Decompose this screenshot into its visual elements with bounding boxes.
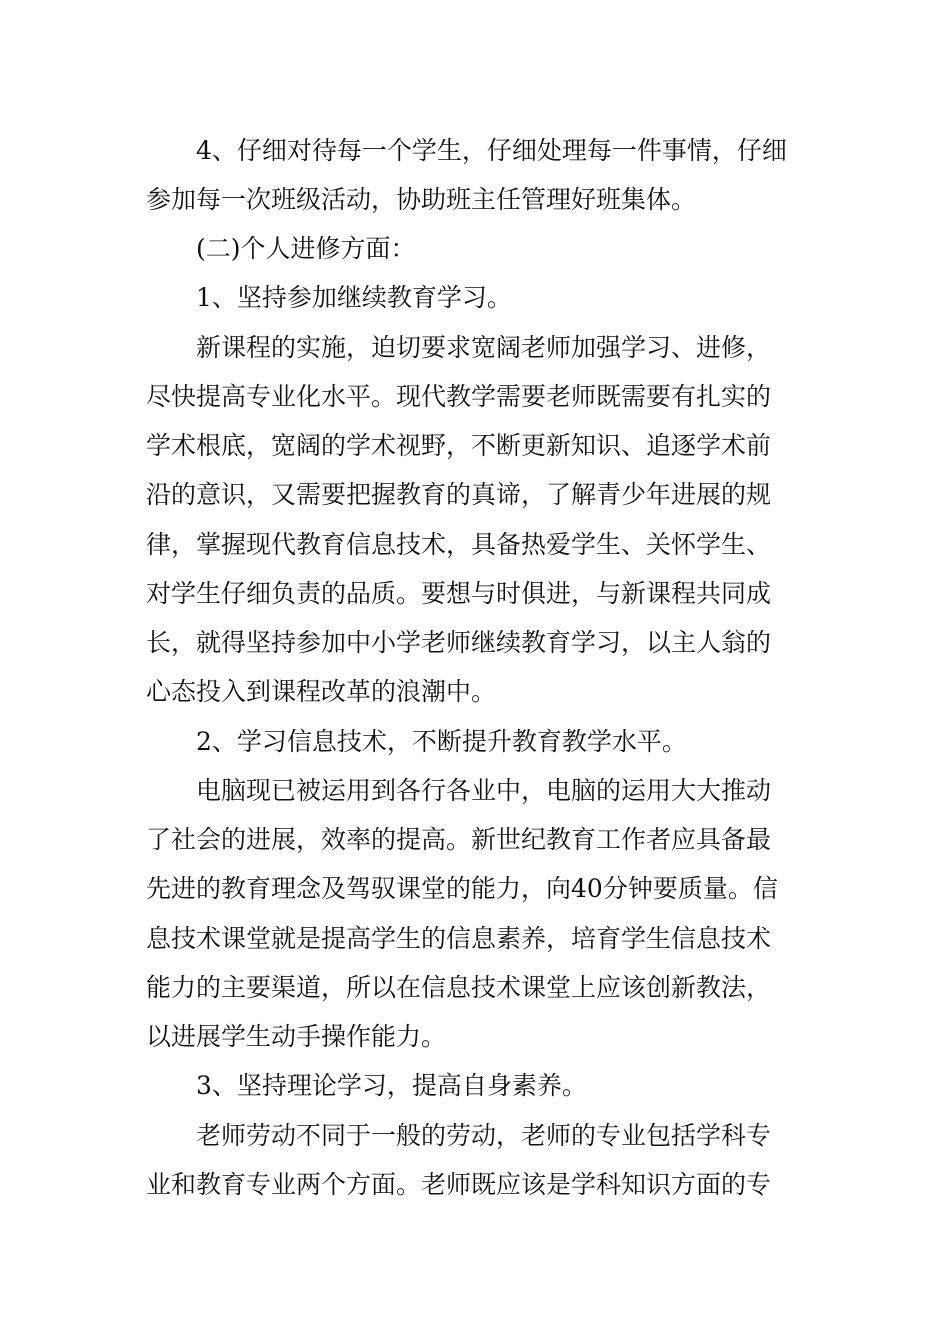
- paragraph-line: 参加每一次班级活动，协助班主任管理好班集体。: [146, 185, 697, 214]
- subsection-heading: 1、坚持参加继续教育学习。: [196, 283, 512, 312]
- paragraph-line: 沿的意识，又需要把握教育的真谛，了解青少年进展的规: [146, 480, 772, 509]
- paragraph-line: 息技术课堂就是提高学生的信息素养，培育学生信息技术: [146, 924, 772, 953]
- paragraph-line: 学术根底，宽阔的学术视野，不断更新知识、追逐学术前: [146, 431, 772, 460]
- paragraph-line: 律，掌握现代教育信息技术，具备热爱学生、关怀学生、: [146, 530, 772, 559]
- paragraph-line: 4、仔细对待每一个学生，仔细处理每一件事情，仔细: [196, 136, 787, 165]
- paragraph-line: 以进展学生动手操作能力。: [146, 1022, 447, 1051]
- paragraph-line: 能力的主要渠道，所以在信息技术课堂上应该创新教法，: [146, 973, 772, 1002]
- subsection-heading: 2、学习信息技术，不断提升教育教学水平。: [196, 727, 687, 756]
- paragraph-line: 了社会的进展，效率的提高。新世纪教育工作者应具备最: [146, 825, 772, 854]
- paragraph-line: 长，就得坚持参加中小学老师继续教育学习，以主人翁的: [146, 628, 772, 657]
- paragraph-line: 新课程的实施，迫切要求宽阔老师加强学习、进修，: [196, 333, 772, 362]
- paragraph-line: 对学生仔细负责的品质。要想与时俱进，与新课程共同成: [146, 579, 772, 608]
- paragraph-line: 尽快提高专业化水平。现代教学需要老师既需要有扎实的: [146, 382, 772, 411]
- paragraph-line: 老师劳动不同于一般的劳动，老师的专业包括学科专: [196, 1121, 772, 1150]
- paragraph-line: 电脑现已被运用到各行各业中，电脑的运用大大推动: [196, 776, 772, 805]
- section-heading: (二)个人进修方面：: [196, 234, 416, 263]
- paragraph-line: 业和教育专业两个方面。老师既应该是学科知识方面的专: [146, 1170, 772, 1199]
- subsection-heading: 3、坚持理论学习，提高自身素养。: [196, 1071, 587, 1100]
- paragraph-line: 心态投入到课程改革的浪潮中。: [146, 677, 497, 706]
- paragraph-line: 先进的教育理念及驾驭课堂的能力，向40分钟要质量。信: [146, 874, 778, 903]
